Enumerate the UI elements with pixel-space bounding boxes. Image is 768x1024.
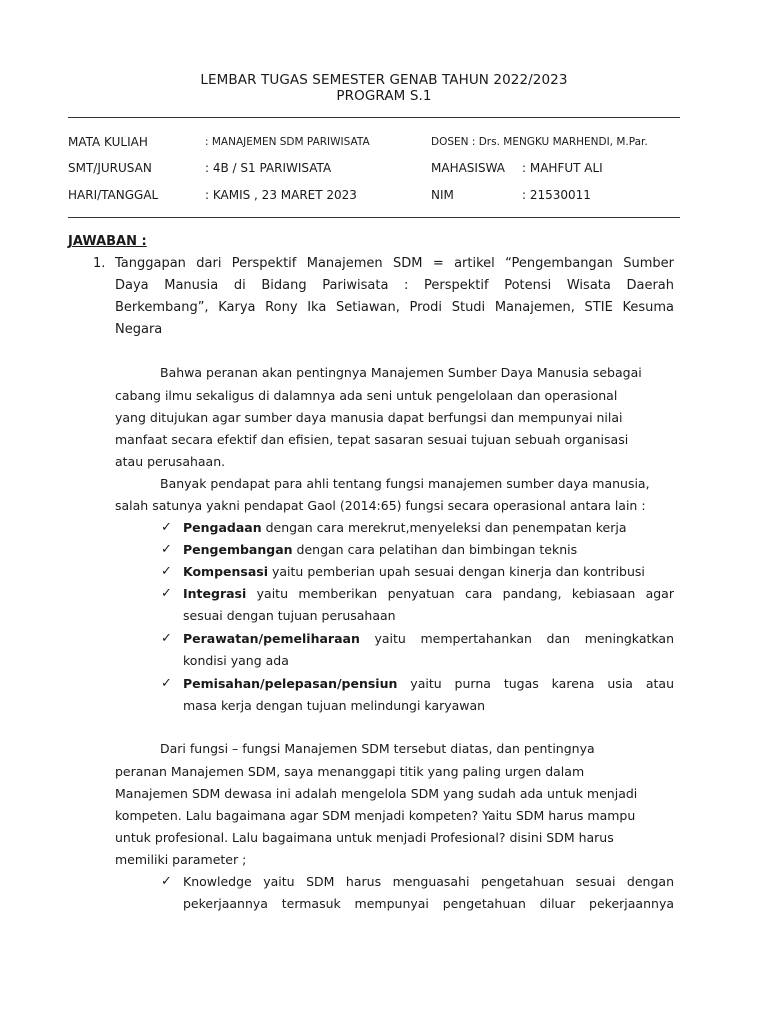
header-rule-top bbox=[68, 117, 680, 118]
paragraph-line: Banyak pendapat para ahli tentang fungsi manajemen sumber daya manusia, bbox=[160, 476, 650, 491]
function-continuation: sesuai dengan tujuan perusahaan bbox=[183, 608, 396, 623]
hari-tanggal-value: : KAMIS , 23 MARET 2023 bbox=[205, 188, 357, 202]
check-icon: ✓ bbox=[161, 586, 172, 601]
function-continuation: masa kerja dengan tujuan melindungi karyawan bbox=[183, 698, 486, 713]
paragraph-line: kompeten. Lalu bagaimana agar SDM menjadi kompeten? Yaitu SDM harus mampu bbox=[115, 808, 636, 823]
jawaban-heading: JAWABAN : bbox=[68, 234, 147, 249]
paragraph-line: untuk profesional. Lalu bagaimana untuk menjadi Profesional? disini SDM harus bbox=[115, 830, 614, 845]
knowledge-line: Knowledge yaitu SDM harus menguasahi pengetahuan sesuai dengan bbox=[183, 874, 674, 889]
function-item bbox=[183, 520, 627, 535]
check-icon: ✓ bbox=[161, 631, 172, 646]
paragraph-line: memiliki parameter ; bbox=[115, 852, 247, 867]
paragraph-line: yang ditujukan agar sumber daya manusia dapat berfungsi dan mempunyai nilai bbox=[115, 410, 623, 425]
function-desc: yaitu mempertahankan dan meningkatkan bbox=[359, 631, 674, 646]
function-item bbox=[183, 564, 645, 579]
function-continuation: kondisi yang ada bbox=[183, 653, 289, 668]
function-term: Perawatan/pemeliharaan bbox=[183, 631, 360, 646]
function-item bbox=[183, 583, 674, 605]
function-item bbox=[183, 673, 674, 695]
paragraph-line: cabang ilmu sekaligus di dalamnya ada seni untuk pengelolaan dan operasional bbox=[115, 388, 618, 403]
paragraph-line: Dari fungsi – fungsi Manajemen SDM tersebut diatas, dan pentingnya bbox=[160, 741, 595, 756]
item1-line: Berkembang”, Karya Rony Ika Setiawan, Prodi Studi Manajemen, STIE Kesuma bbox=[115, 300, 674, 315]
check-icon: ✓ bbox=[161, 520, 172, 535]
function-term: Pengadaan bbox=[183, 520, 262, 535]
document-title: LEMBAR TUGAS SEMESTER GENAB TAHUN 2022/2023 bbox=[200, 72, 568, 88]
smt-jurusan-value: : 4B / S1 PARIWISATA bbox=[205, 161, 332, 175]
function-desc: dengan cara merekrut,menyeleksi dan penempatan kerja bbox=[261, 520, 627, 535]
function-term: Pemisahan/pelepasan/pensiun bbox=[183, 676, 398, 691]
function-term: Kompensasi bbox=[183, 564, 269, 579]
item1-line: Negara bbox=[115, 322, 163, 337]
check-icon: ✓ bbox=[161, 676, 172, 691]
check-icon: ✓ bbox=[161, 874, 172, 889]
paragraph-line: atau perusahaan. bbox=[115, 454, 226, 469]
function-desc: yaitu purna tugas karena usia atau bbox=[397, 676, 674, 691]
paragraph-line: manfaat secara efektif dan efisien, tepat sasaran sesuai tujuan sebuah organisasi bbox=[115, 432, 629, 447]
document-subtitle: PROGRAM S.1 bbox=[336, 88, 432, 104]
function-term: Integrasi bbox=[183, 586, 247, 601]
item1-line: Daya Manusia di Bidang Pariwisata : Perspektif Potensi Wisata Daerah bbox=[115, 278, 674, 293]
knowledge-line: pekerjaannya termasuk mempunyai pengetahuan diluar pekerjaannya bbox=[183, 896, 674, 911]
header-rule-bottom bbox=[68, 217, 680, 218]
nim-label: NIM bbox=[431, 188, 454, 202]
check-icon: ✓ bbox=[161, 564, 172, 579]
paragraph-line: Bahwa peranan akan pentingnya Manajemen Sumber Daya Manusia sebagai bbox=[160, 365, 642, 380]
function-item bbox=[183, 628, 674, 650]
item-number: 1. bbox=[93, 256, 106, 271]
mahasiswa-value: : MAHFUT ALI bbox=[522, 161, 603, 175]
item1-line: Tanggapan dari Perspektif Manajemen SDM = artikel “Pengembangan Sumber bbox=[115, 256, 674, 271]
mata-kuliah-label: MATA KULIAH bbox=[68, 135, 148, 149]
hari-tanggal-label: HARI/TANGGAL bbox=[68, 188, 159, 202]
function-item bbox=[183, 542, 577, 557]
mahasiswa-label: MAHASISWA bbox=[431, 161, 505, 175]
paragraph-line: salah satunya yakni pendapat Gaol (2014:65) fungsi secara operasional antara lain : bbox=[115, 498, 646, 513]
function-desc: dengan cara pelatihan dan bimbingan teknis bbox=[292, 542, 578, 557]
function-desc: yaitu pemberian upah sesuai dengan kinerja dan kontribusi bbox=[268, 564, 645, 579]
check-icon: ✓ bbox=[161, 542, 172, 557]
function-term: Pengembangan bbox=[183, 542, 293, 557]
nim-value: : 21530011 bbox=[522, 188, 591, 202]
paragraph-line: peranan Manajemen SDM, saya menanggapi titik yang paling urgen dalam bbox=[115, 764, 585, 779]
smt-jurusan-label: SMT/JURUSAN bbox=[68, 161, 152, 175]
dosen-info: DOSEN : Drs. MENGKU MARHENDI, M.Par. bbox=[431, 136, 648, 148]
mata-kuliah-value: : MANAJEMEN SDM PARIWISATA bbox=[205, 136, 370, 148]
paragraph-line: Manajemen SDM dewasa ini adalah mengelola SDM yang sudah ada untuk menjadi bbox=[115, 786, 638, 801]
function-desc: yaitu memberikan penyatuan cara pandang, kebiasaan agar bbox=[246, 586, 674, 601]
